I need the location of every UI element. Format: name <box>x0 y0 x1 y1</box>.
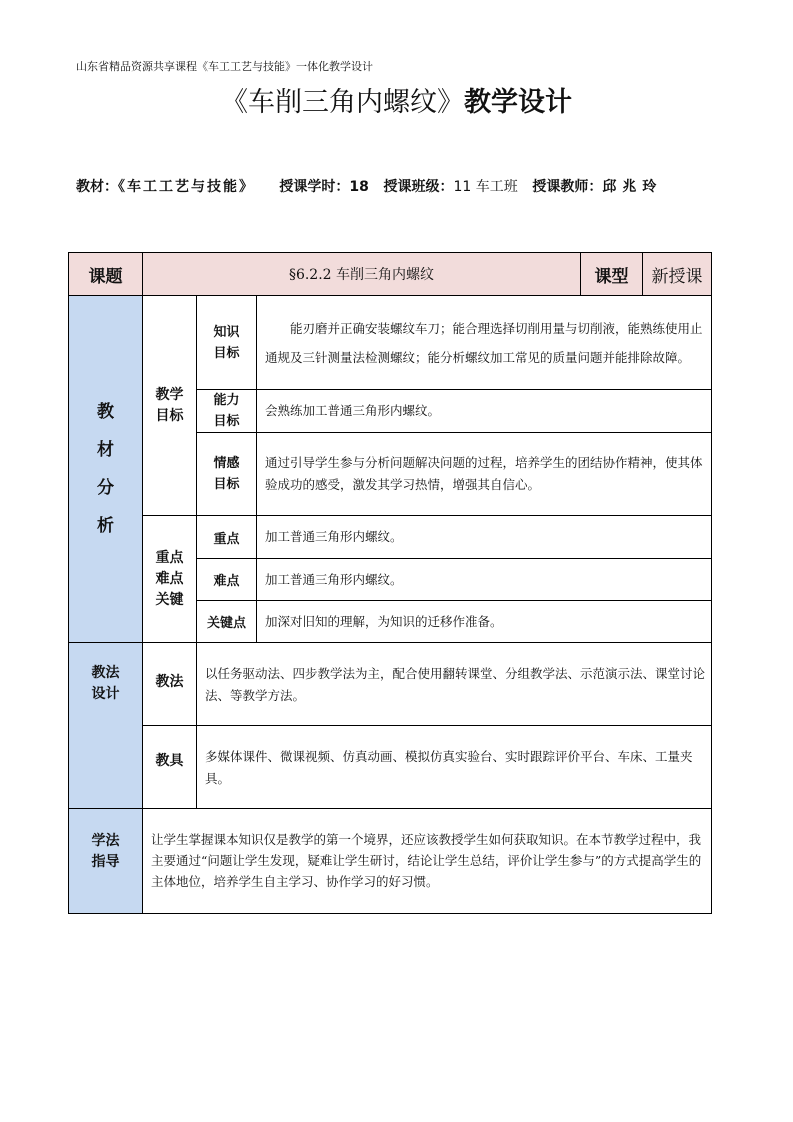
key-value: 加深对旧知的理解，为知识的迁移作准备。 <box>256 600 712 643</box>
hours-value: 18 <box>349 179 369 195</box>
hours-label: 授课学时： <box>279 179 350 195</box>
tools-label: 教具 <box>142 725 197 809</box>
type-label: 课型 <box>580 252 643 296</box>
class-value: 11 车工班 <box>453 179 518 195</box>
class-label: 授课班级： <box>383 179 454 195</box>
method-value: 以任务驱动法、四步教学法为主，配合使用翻转课堂、分组教学法、示范演示法、课堂讨论法、等教学方法。 <box>196 642 712 726</box>
textbook-value: 《车工工艺与技能》 <box>118 179 255 195</box>
keys-label: 重点难点关键 <box>142 515 197 643</box>
ability-label: 能力目标 <box>196 389 257 433</box>
teacher-value: 邱兆玲 <box>602 179 663 195</box>
running-header: 山东省精品资源共享课程《车工工艺与技能》一体化教学设计 <box>76 60 373 73</box>
course-info <box>76 170 706 204</box>
method-design-label: 教法设计 <box>68 642 143 809</box>
study-label: 学法指导 <box>68 808 143 914</box>
topic-value: §6.2.2 车削三角内螺纹 <box>142 252 581 296</box>
page-title <box>0 80 793 119</box>
goals-label: 教学目标 <box>142 295 197 516</box>
title-suffix: 教学设计 <box>464 87 572 118</box>
knowledge-goal: 能刃磨并正确安装螺纹车刀；能合理选择切削用量与切削液，能熟练使用止通规及三针测量法检测螺纹；能分析螺纹加工常见的质量问题并能排除故障。 <box>256 295 712 390</box>
teacher-label: 授课教师： <box>532 179 603 195</box>
topic-label: 课题 <box>68 252 143 296</box>
study-value: 让学生掌握课本知识仅是教学的第一个境界，还应该教授学生如何获取知识。在本节教学过程中，我主要通过“问题让学生发现，疑难让学生研讨，结论让学生总结，评价让学生参与”的方式提高学生的主体地位，培养学生自主学习、协作学习的好习惯。 <box>142 808 712 914</box>
textbook-label: 教材： <box>76 179 118 195</box>
focus-label: 重点 <box>196 515 257 559</box>
type-value: 新授课 <box>642 252 712 296</box>
tools-value: 多媒体课件、微课视频、仿真动画、模拟仿真实验台、实时跟踪评价平台、车床、工量夹具。 <box>196 725 712 809</box>
emotion-goal: 通过引导学生参与分析问题解决问题的过程，培养学生的团结协作精神，使其体验成功的感受，激发其学习热情，增强其自信心。 <box>256 432 712 516</box>
focus-value: 加工普通三角形内螺纹。 <box>256 515 712 559</box>
title-main: 《车削三角内螺纹》 <box>221 87 464 118</box>
analysis-label: 教材分析 <box>68 295 143 643</box>
difficulty-value: 加工普通三角形内螺纹。 <box>256 558 712 601</box>
emotion-label: 情感目标 <box>196 432 257 516</box>
difficulty-label: 难点 <box>196 558 257 601</box>
knowledge-label: 知识目标 <box>196 295 257 390</box>
method-label: 教法 <box>142 642 197 726</box>
ability-goal: 会熟练加工普通三角形内螺纹。 <box>256 389 712 433</box>
key-label: 关键点 <box>196 600 257 643</box>
